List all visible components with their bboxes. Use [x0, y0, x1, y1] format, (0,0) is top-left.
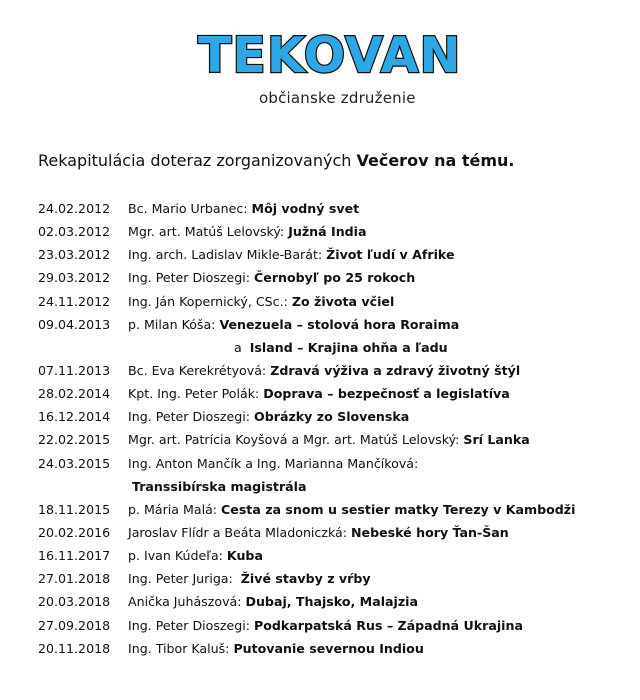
event-speaker: Mgr. art. Matúš Lelovský:: [128, 224, 289, 240]
event-description: [128, 359, 520, 382]
event-description: [128, 544, 263, 567]
event-speaker: Ing. arch. Ladislav Mikle-Barát:: [128, 247, 327, 263]
event-title: Island – Krajina ohňa a ľadu: [249, 339, 448, 355]
event-description: [128, 220, 367, 243]
event-date: 20.02.2016: [38, 524, 111, 540]
event-speaker: Mgr. art. Patrícia Koyšová a Mgr. art. Matúš Lelovský:: [128, 432, 464, 448]
event-title: Venezuela – stolová hora Roraima: [219, 316, 460, 332]
event-row: [38, 428, 638, 451]
event-speaker: Ing. Peter Dioszegi:: [128, 409, 255, 425]
event-date: 07.11.2013: [38, 362, 111, 378]
event-title: Južná India: [288, 224, 367, 240]
event-description: [128, 382, 510, 405]
event-speaker: Ing. Anton Mančík a Ing. Marianna Mančíková:: [128, 455, 419, 471]
event-speaker: Ing. Tibor Kaluš:: [128, 640, 234, 656]
event-description: [128, 567, 371, 590]
event-row: [38, 336, 638, 359]
event-speaker: Ing. Peter Dioszegi:: [128, 270, 255, 286]
event-speaker: a: [234, 339, 250, 355]
event-date: 24.03.2015: [38, 455, 111, 471]
event-row: [38, 590, 638, 613]
logo-wordmark: TEKOVAN: [198, 27, 462, 84]
event-title: Zdravá výživa a zdravý životný štýl: [270, 362, 521, 378]
event-description: [128, 452, 418, 475]
event-date: 20.11.2018: [38, 640, 111, 656]
event-description: [128, 266, 415, 289]
event-row: [38, 243, 638, 266]
event-speaker: Anička Juhászová:: [128, 594, 246, 610]
event-row: [38, 614, 638, 637]
event-title: Nebeské hory Ťan-Šan: [351, 524, 509, 540]
event-row: [38, 220, 638, 243]
event-description: [128, 313, 459, 336]
event-description: [128, 197, 359, 220]
event-date: 02.03.2012: [38, 224, 111, 240]
event-description: [234, 336, 448, 359]
event-date: 28.02.2014: [38, 386, 111, 402]
event-description: [128, 637, 424, 660]
event-title: Zo života včiel: [291, 293, 395, 309]
event-row: [38, 637, 638, 660]
heading-emphasis: Večerov na tému.: [356, 151, 515, 170]
event-row: [38, 567, 638, 590]
event-speaker: Jaroslav Flídr a Beáta Mladoniczká:: [128, 524, 352, 540]
event-date: 29.03.2012: [38, 270, 111, 286]
event-date: 24.11.2012: [38, 293, 111, 309]
heading-text: Rekapitulácia doteraz zorganizovaných: [38, 151, 357, 170]
event-row: [38, 498, 638, 521]
event-date: 09.04.2013: [38, 316, 111, 332]
event-description: [132, 475, 306, 498]
event-date: 27.01.2018: [38, 571, 111, 587]
event-row: [38, 405, 638, 428]
event-date: 16.12.2014: [38, 409, 111, 425]
event-title: Môj vodný svet: [251, 201, 360, 216]
event-title: Černobyľ po 25 rokoch: [254, 270, 416, 286]
event-speaker: Kpt. Ing. Peter Polák:: [128, 386, 264, 402]
event-row: [38, 313, 638, 336]
event-description: [128, 521, 509, 544]
event-title: Podkarpatská Rus – Západná Ukrajina: [254, 617, 523, 633]
event-row: [38, 521, 638, 544]
event-description: [128, 290, 394, 313]
event-date: 20.03.2018: [38, 594, 111, 610]
event-speaker: Bc. Eva Kerekrétyová:: [128, 362, 271, 378]
event-date: 24.02.2012: [38, 201, 111, 216]
event-date: 23.03.2012: [38, 247, 111, 263]
event-description: [128, 243, 455, 266]
event-row: [38, 359, 638, 382]
event-title: Kuba: [226, 548, 263, 564]
event-speaker: p. Ivan Kúdeľa:: [128, 548, 227, 564]
event-description: [128, 428, 530, 451]
event-title: Život ľudí v Afrike: [326, 247, 455, 263]
event-date: 16.11.2017: [38, 548, 111, 564]
event-speaker: Ing. Peter Juriga:: [128, 571, 241, 587]
event-description: [128, 590, 418, 613]
event-description: [128, 614, 523, 637]
event-description: [128, 498, 575, 521]
event-row: [38, 290, 638, 313]
event-speaker: p. Milan Kóša:: [128, 316, 220, 332]
organization-logo: [0, 0, 640, 112]
event-row: [38, 382, 638, 405]
event-title: Putovanie severnou Indiou: [233, 640, 424, 656]
event-row: [38, 452, 638, 475]
event-speaker: p. Mária Malá:: [128, 501, 222, 517]
event-description: [128, 405, 409, 428]
event-title: Srí Lanka: [463, 432, 530, 448]
event-date: 18.11.2015: [38, 501, 111, 517]
event-speaker: Ing. Peter Dioszegi:: [128, 617, 255, 633]
event-title: Dubaj, Thajsko, Malajzia: [245, 594, 418, 610]
event-title: Živé stavby z vŕby: [240, 571, 371, 587]
event-row: [38, 266, 638, 289]
event-row: [38, 544, 638, 567]
logo-subtitle: občianske združenie: [259, 89, 416, 107]
event-date: 22.02.2015: [38, 432, 111, 448]
event-title: Transsibírska magistrála: [132, 478, 307, 494]
event-row: [38, 197, 638, 220]
event-title: Obrázky zo Slovenska: [254, 409, 410, 425]
events-list: [38, 197, 638, 660]
event-date: 27.09.2018: [38, 617, 111, 633]
event-title: Cesta za snom u sestier matky Terezy v Kambodži: [221, 501, 576, 517]
page-heading: [38, 151, 514, 170]
event-speaker: Bc. Mario Urbanec:: [128, 201, 252, 216]
event-row: [38, 475, 638, 498]
event-title: Doprava – bezpečnosť a legislatíva: [263, 386, 510, 402]
event-speaker: Ing. Ján Kopernický, CSc.:: [128, 293, 292, 309]
